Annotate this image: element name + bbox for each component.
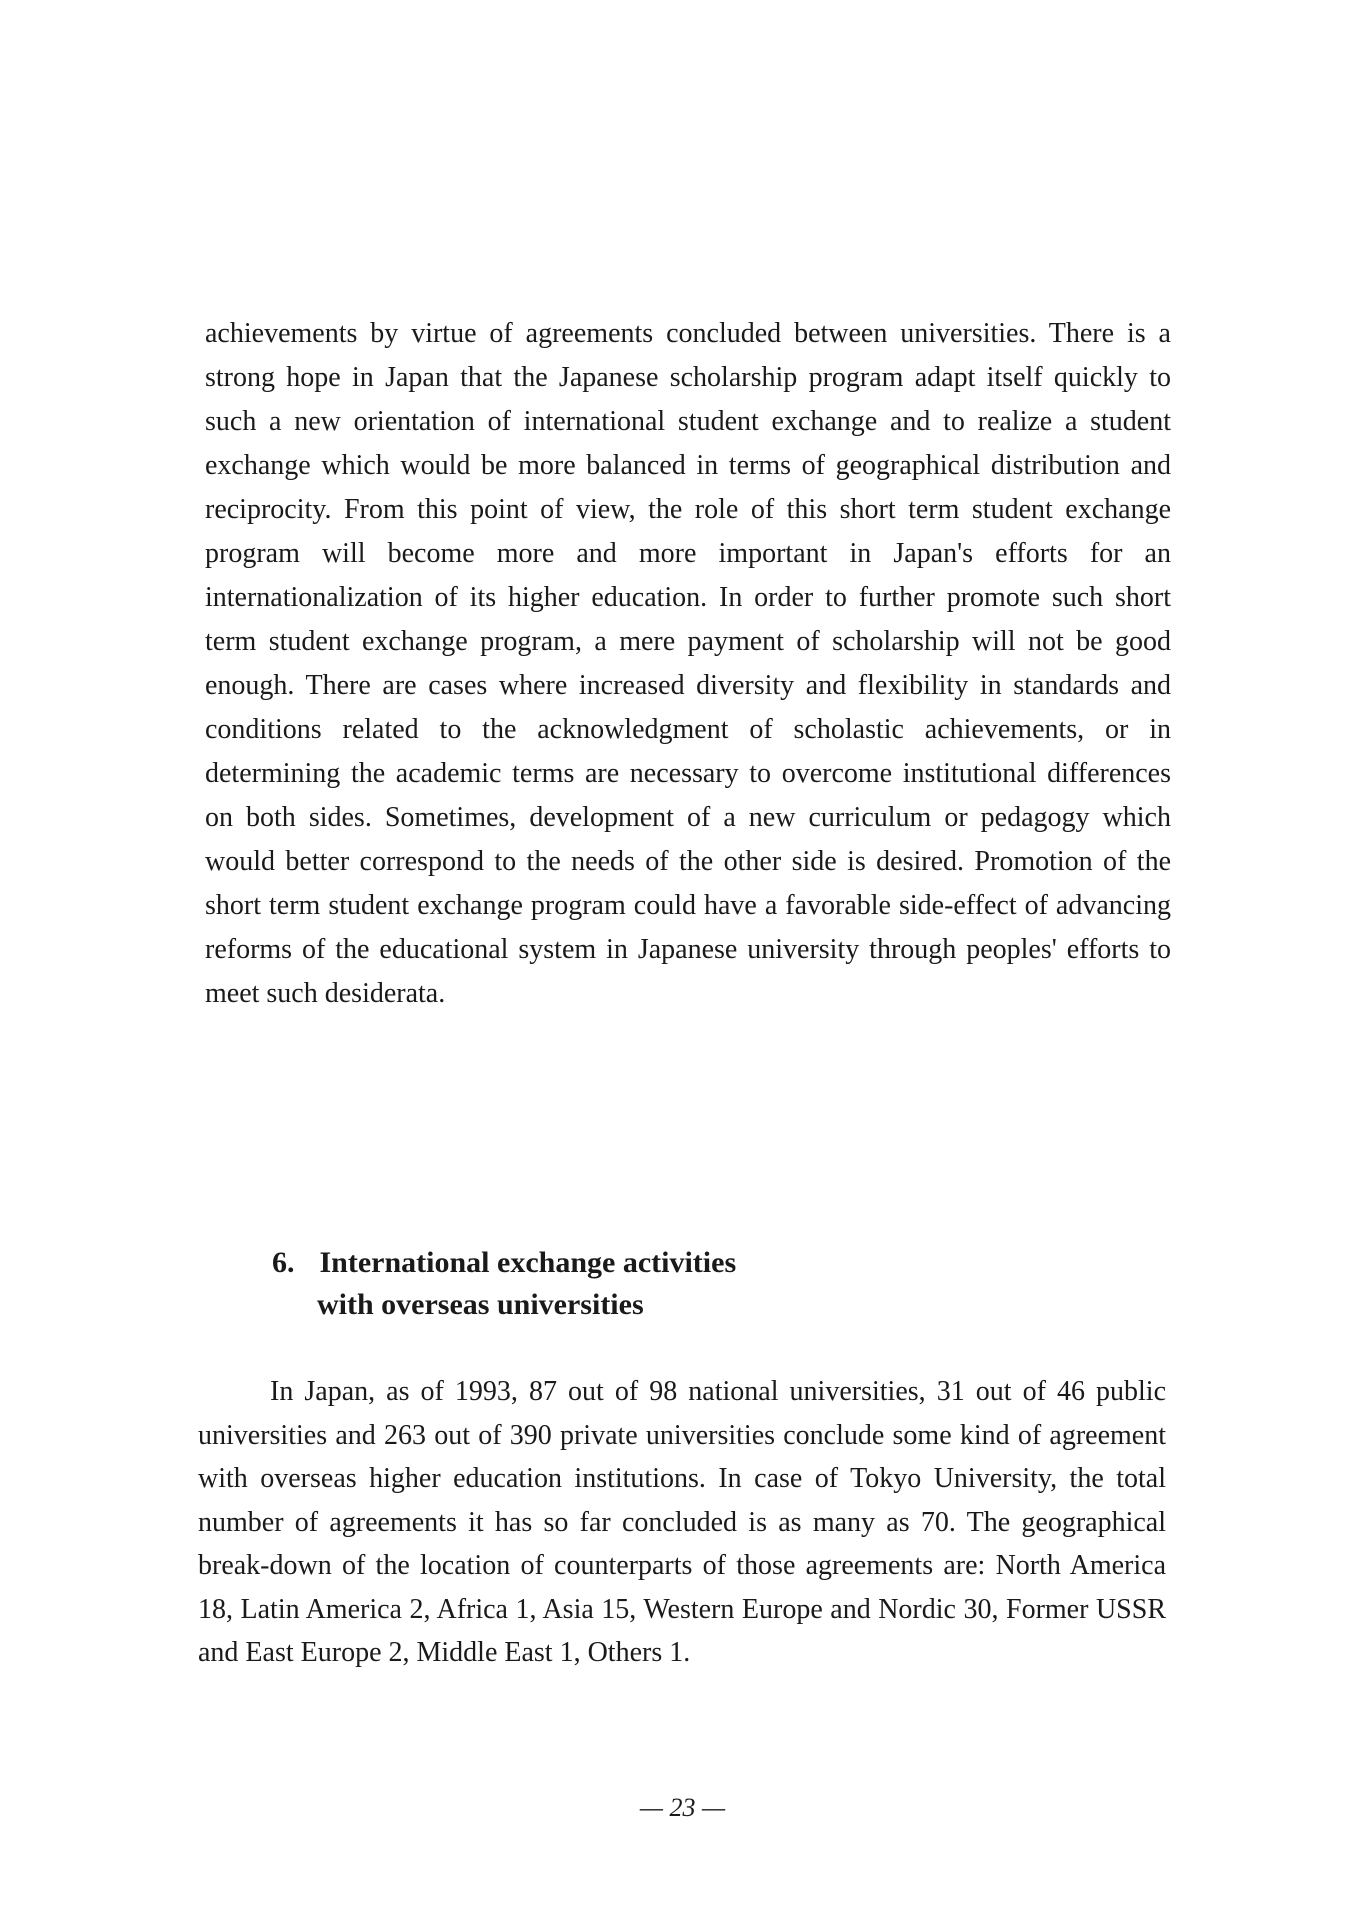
body-paragraph-1: achievements by virtue of agreements concluded between universities. There is a strong hope in Japan that the Japanese scholarship program adapt itself quickly to such a new orientation of international student exchange and to realize a student exchange which would be more balanced in terms of geographical distribution and reciprocity. From this point of view, the role of this short term student exchange program will become more and more important in Japan's efforts for an internationalization of its higher education. In order to further promote such short term student exchange program, a mere payment of scholarship will not be good enough. There are cases where increased diversity and flexibility in standards and conditions related to the acknowledgment of scholastic achievements, or in determining the academic terms are necessary to overcome institutional differences on both sides. Sometimes, development of a new curriculum or pedagogy which would better correspond to the needs of the other side is desired. Promotion of the short term student exchange program could have a favorable side-effect of advancing reforms of the educational system in Japanese university through peoples' efforts to meet such desiderata.: [205, 318, 1171, 1009]
section-number: 6.: [272, 1246, 295, 1279]
section-title-line-1: International exchange activities: [319, 1246, 737, 1279]
section-heading: [272, 1242, 972, 1326]
page-number: — 23 —: [639, 1793, 726, 1822]
section-title-line-2: with overseas universities: [317, 1288, 644, 1321]
body-paragraph-2: In Japan, as of 1993, 87 out of 98 national universities, 31 out of 46 public universities and 263 out of 390 private universities conclude some kind of agreement with overseas higher education institutions. In case of Tokyo University, the total number of agreements it has so far concluded is as many as 70. The geographical break-down of the location of counterparts of those agreements are: North America 18, Latin America 2, Africa 1, Asia 15, Western Europe and Nordic 30, Former USSR and East Europe 2, Middle East 1, Others 1.: [198, 1376, 1166, 1668]
